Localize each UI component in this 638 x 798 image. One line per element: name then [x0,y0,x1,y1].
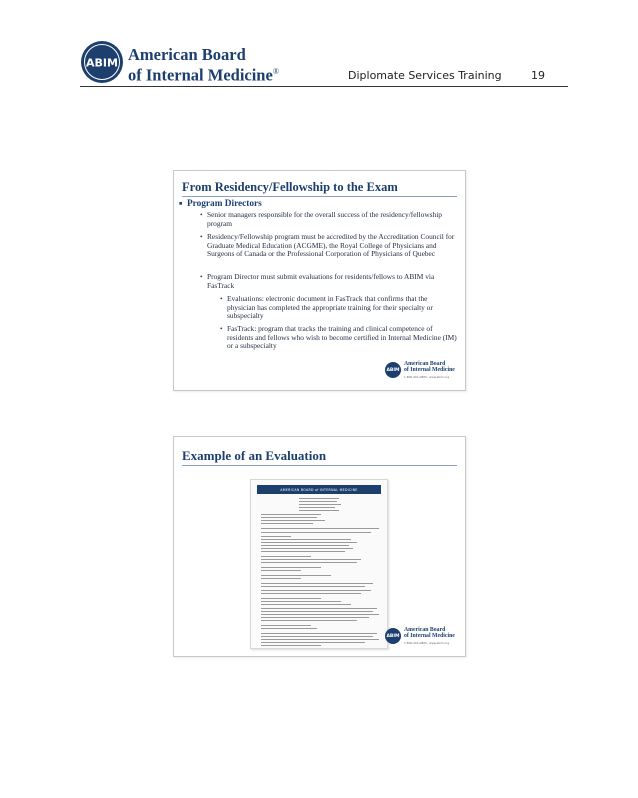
evaluation-document-image [250,479,388,649]
slide-title-divider [182,465,457,466]
slide-title: From Residency/Fellowship to the Exam [182,180,398,194]
document-text-line [299,504,341,505]
document-text-line [261,570,301,571]
slide-bullet: • Residency/Fellowship program must be accredited by the Accreditation Council for Graduate Medical Education (ACGME), the Royal College of Physicians and Surgeons of Canada or the Professional Corporation of Physicians of Quebec [207,233,455,259]
slide-logo-contact: 1-800-441-ABIM · www.abim.org [404,641,450,645]
slide-logo-name: American Board of Internal Medicine [404,627,455,640]
document-text-line [299,510,339,511]
document-text-line [261,611,373,612]
slide-bullet: • Senior managers responsible for the overall success of the residency/fellowship program [207,211,455,228]
document-text-line [261,608,377,609]
document-text-line [261,514,321,515]
slide-subbullet: • Evaluations: electronic document in FasTrack that confirms that the physician has completed the appropriate training for their specialty or subspecialty [227,295,457,321]
organization-name [128,46,279,84]
slide-bullet: • Program Director must submit evaluations for residents/fellows to ABIM via FasTrack [207,273,455,290]
abim-logo-icon: ABIM [385,362,401,378]
document-text-line [261,536,291,537]
slide-logo-contact: 1-800-441-ABIM · www.abim.org [404,375,450,379]
document-text-line [261,636,373,637]
evaluation-document-header: AMERICAN BOARD of INTERNAL MEDICINE [257,485,381,494]
document-text-line [261,567,321,568]
slide-logo [385,626,459,650]
document-text-line [261,575,331,576]
header-divider [80,86,568,87]
document-text-line [261,523,313,524]
document-text-line [261,586,365,587]
document-text-line [299,498,339,499]
document-text-line [261,562,357,563]
slide-title: Example of an Evaluation [182,448,327,463]
document-text-line [261,642,365,643]
abim-logo-icon [80,40,124,84]
document-text-line [261,633,377,634]
document-text-line [261,528,379,529]
organization-name-line2: of Internal Medicine® [128,65,279,85]
document-text-line [261,559,361,560]
document-text-line [261,548,353,549]
document-text-line [261,532,371,533]
document-text-line [261,593,361,594]
slide-logo [385,360,459,384]
document-text-line [261,556,311,557]
document-text-line [261,517,317,518]
document-text-line [261,628,317,629]
document-text-line [261,583,373,584]
document-text-line [261,645,321,646]
abim-logo-icon: ABIM [385,628,401,644]
document-text-line [261,545,349,546]
document-text-line [299,501,337,502]
slide-title-divider [182,196,457,197]
document-text-line [261,617,369,618]
document-text-line [261,625,311,626]
abim-logo-text: ABIM [86,56,118,70]
document-text-line [261,551,345,552]
registered-mark: ® [272,67,279,76]
slide-thumbnail-2 [173,436,466,657]
document-text-line [261,520,325,521]
document-text-line [261,614,379,615]
slide-thumbnail-1 [173,170,466,391]
document-text-line [261,590,371,591]
slide-level1-bullet: ■ Program Directors [187,199,262,209]
document-text-line [261,542,357,543]
slide-logo-name: American Board of Internal Medicine [404,361,455,374]
document-text-line [261,604,351,605]
organization-name-line1: American Board [128,45,246,64]
slide-subbullet: • FasTrack: program that tracks the training and clinical competence of residents and fellows who wish to become certified in Internal Medicine (IM) or a subspecialty [227,325,457,351]
document-text-line [261,598,321,599]
document-text-line [261,639,379,640]
document-text-line [261,539,351,540]
document-text-line [261,578,301,579]
document-text-line [299,507,335,508]
document-text-line [261,620,357,621]
page-number: 19 [531,69,545,82]
page-header-title: Diplomate Services Training [348,69,502,82]
document-text-line [261,601,341,602]
